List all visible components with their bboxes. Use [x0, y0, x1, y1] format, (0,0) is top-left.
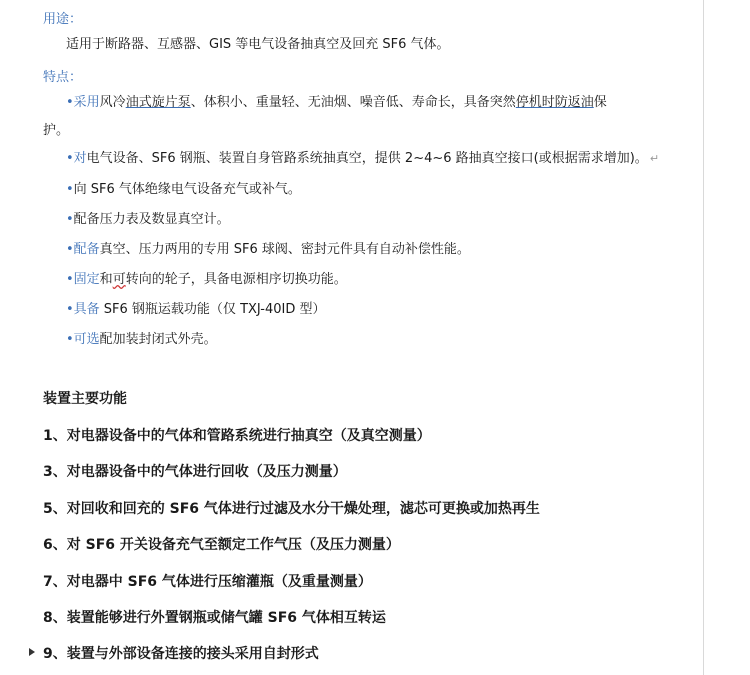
function-item: 8、装置能够进行外置钢瓶或储气罐 SF6 气体相互转运 — [43, 610, 386, 626]
paragraph-mark-icon: ↵ — [649, 152, 660, 165]
feature-item-6: •固定和可转向的轮子，具备电源相序切换功能。 — [66, 272, 347, 287]
spellcheck-underline: 可 — [112, 272, 126, 287]
features-heading: 特点： — [43, 70, 83, 85]
feature-item-5: •配备真空、压力两用的专用 SF6 球阀、密封元件具有自动补偿性能。 — [66, 242, 470, 257]
feature-item-7: •具备 SF6 钢瓶运载功能（仅 TXJ-40ID 型） — [66, 302, 326, 317]
feature-item-3: •向 SF6 气体绝缘电气设备充气或补气。 — [66, 182, 301, 197]
functions-title: 装置主要功能 — [43, 391, 127, 407]
function-item: 6、对 SF6 开关设备充气至额定工作气压（及压力测量） — [43, 537, 400, 553]
function-item: 9、装置与外部设备连接的接头采用自封形式 — [43, 646, 319, 662]
bullet: •采用 — [66, 95, 100, 110]
use-heading: 用途： — [43, 12, 83, 27]
function-item: 5、对回收和回充的 SF6 气体进行过滤及水分干燥处理，滤芯可更换或加热再生 — [43, 501, 540, 517]
function-item: 7、对电器中 SF6 气体进行压缩灌瓶（及重量测量） — [43, 574, 372, 590]
collapse-arrow-icon[interactable] — [29, 648, 35, 656]
feature-item-4: •配备压力表及数显真空计。 — [66, 212, 230, 227]
feature-item-8: •可选配加装封闭式外壳。 — [66, 332, 217, 347]
feature-item-2: •对电气设备、SF6 钢瓶、装置自身管路系统抽真空，提供 2~4~6 路抽真空接口(或根据需求增加)。 ↵ — [66, 151, 660, 166]
function-item: 3、对电器设备中的气体进行回收（及压力测量） — [43, 464, 347, 480]
feature-item-1-cont: 护。 — [43, 123, 70, 138]
function-item: 1、对电器设备中的气体和管路系统进行抽真空（及真空测量） — [43, 428, 431, 444]
feature-item-1: •采用风冷油式旋片泵、体积小、重量轻、无油烟、噪音低、寿命长，具备突然停机时防返油保 — [66, 95, 607, 110]
use-text: 适用于断路器、互感器、GIS 等电气设备抽真空及回充 SF6 气体。 — [66, 37, 450, 52]
page-edge — [703, 0, 704, 675]
